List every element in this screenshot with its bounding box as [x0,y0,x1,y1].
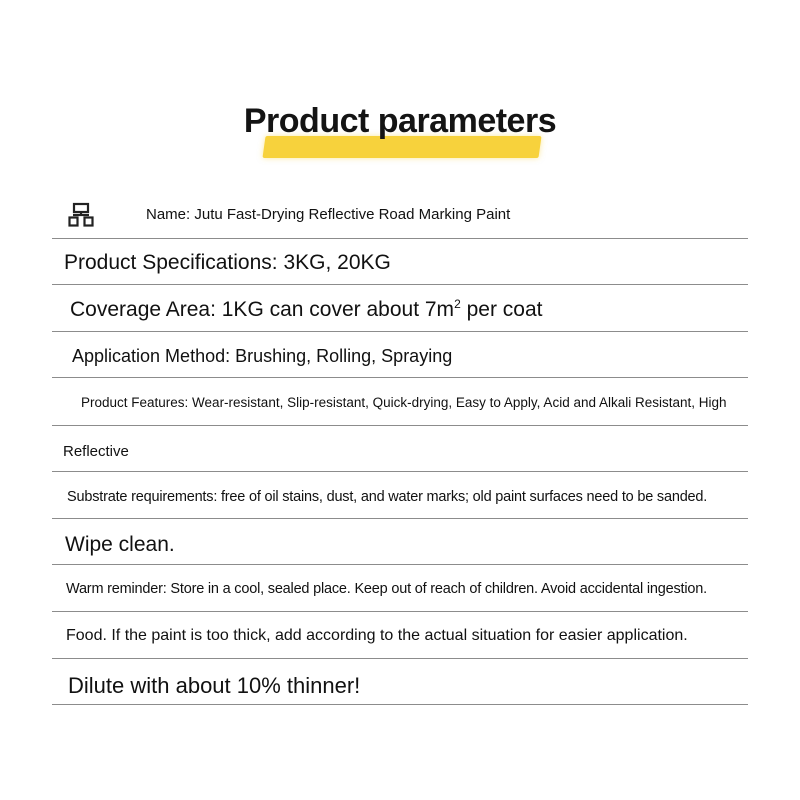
parameter-specifications-text: Product Specifications: 3KG, 20KG [64,251,391,274]
parameter-row-features-continued [52,426,748,472]
title-block [0,96,800,166]
parameter-name-text: Name: Jutu Fast-Drying Reflective Road Marking Paint [146,206,511,223]
parameter-features-continued-text: Reflective [63,443,129,460]
coverage-text-tail: per coat [460,298,543,321]
parameter-reminder-continued-text: Food. If the paint is too thick, add according to the actual situation for easier application. [66,627,688,644]
parameter-substrate-text: Substrate requirements: free of oil stains, dust, and water marks; old paint surfaces need to be sanded. [67,489,708,505]
parameter-row-substrate-continued [52,519,748,565]
parameter-substrate-continued-text: Wipe clean. [65,533,175,556]
page-title: Product parameters [243,102,557,140]
coverage-superscript: 2 [454,297,461,311]
parameter-application-text: Application Method: Brushing, Rolling, Spraying [72,346,453,366]
parameter-reminder-text: Warm reminder: Store in a cool, sealed place. Keep out of reach of children. Avoid accidental ingestion. [66,581,707,597]
coverage-text-main: Coverage Area: 1KG can cover about 7m [70,298,455,321]
parameter-row-substrate [52,472,748,519]
parameter-row-name [52,192,748,239]
parameter-row-application [52,332,748,378]
parameter-coverage-text [70,297,542,322]
parameter-features-text: Product Features: Wear-resistant, Slip-resistant, Quick-drying, Easy to Apply, Acid and Alkali Resistant, High [81,395,727,410]
parameter-row-reminder [52,565,748,612]
parameter-row-dilute [52,659,748,705]
parameter-row-coverage [52,285,748,332]
parameter-row-features [52,378,748,426]
parameter-dilute-text: Dilute with about 10% thinner! [68,673,361,698]
org-structure-icon [68,202,94,228]
parameter-row-reminder-continued [52,612,748,659]
parameter-row-specifications [52,239,748,285]
